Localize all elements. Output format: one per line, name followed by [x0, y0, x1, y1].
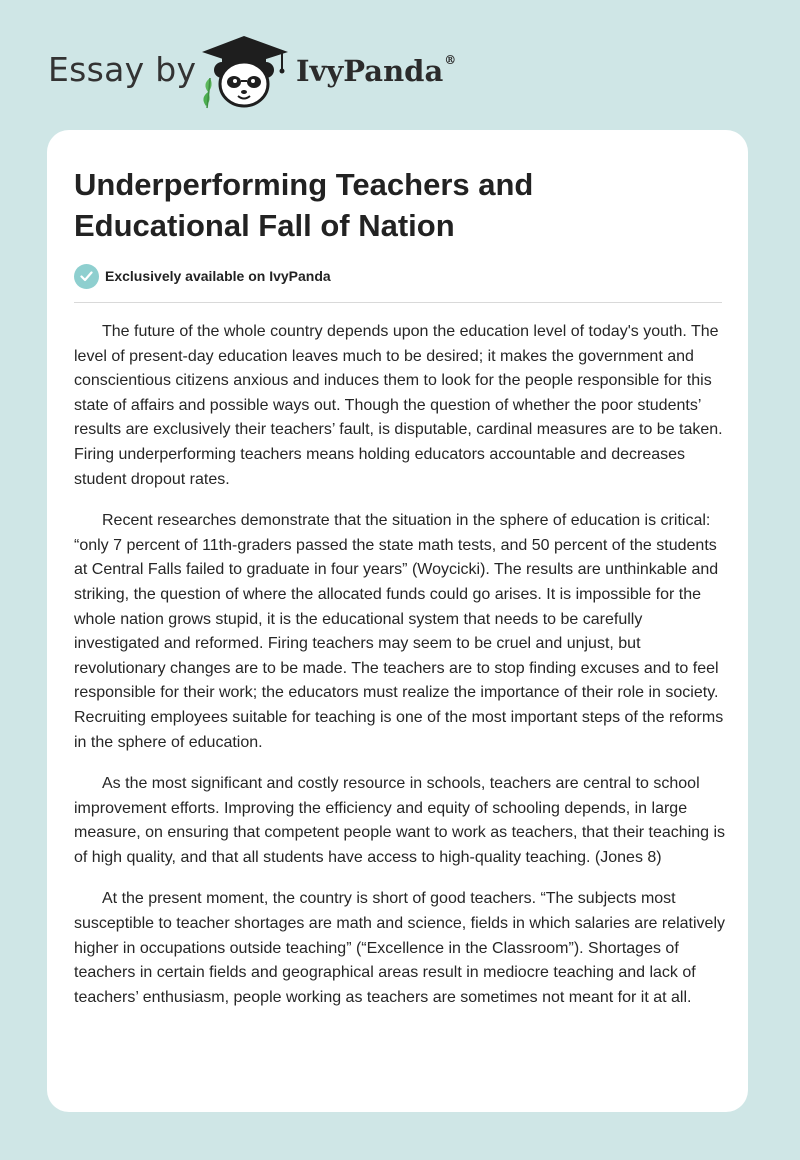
panda-graduate-icon — [198, 34, 290, 110]
paragraph: As the most significant and costly resource in schools, teachers are central to school improvement efforts. Improving the efficiency and equity of schooling depends, in large measure, on ensuring that competent people want to work as teachers, that their teaching is of high quality, and that all students have access to high-quality teaching. (Jones 8) — [74, 775, 726, 866]
essay-by-label: Essay by — [48, 50, 197, 89]
essay-body — [74, 320, 726, 1027]
ivypanda-logo[interactable] — [198, 34, 290, 110]
brand-name[interactable] — [296, 54, 456, 88]
site-header — [0, 0, 800, 130]
exclusive-badge — [74, 263, 331, 289]
paragraph: Recent researches demonstrate that the situation in the sphere of education is critical: “only 7 percent of 11th-graders passed the state math tests, and 50 percent of the students at Central Falls failed to graduate in four years” (Woycicki). The results are unthinkable and striking, the question of where the allocated funds could go arises. It is impossible for the whole nation grows stupid, it is the educational system that needs to be carefully investigated and reformed. Firing teachers may seem to be cruel and unjust, but revolutionary changes are to be made. The teachers are to stop finding excuses and to feel responsible for their work; the educators must realize the importance of their role in society. Recruiting employees suitable for teaching is one of the most important steps of the reforms in the sphere of education. — [74, 512, 724, 751]
divider — [74, 302, 722, 303]
check-icon — [74, 264, 99, 289]
paragraph: The future of the whole country depends upon the education level of today's youth. The level of present-day education leaves much to be desired; it makes the government and conscientious citizens anxious and induces them to look for the people responsible for this state of affairs and possible ways out. Though the question of whether the poor students’ results are exclusively their teachers’ fault, is disputable, cardinal measures are to be taken. Firing underperforming teachers means holding educators accountable and decreases student dropout rates. — [74, 323, 723, 488]
brand-text: IvyPanda — [296, 54, 444, 88]
paragraph: At the present moment, the country is short of good teachers. “The subjects most susceptible to teacher shortages are math and science, fields in which salaries are relatively higher in occupations outside teaching” (“Excellence in the Classroom”). Shortages of teachers in certain fields and geographical areas result in mediocre teaching and lack of teachers’ enthusiasm, people working as teachers are sometimes not meant for it at all. — [74, 890, 725, 1006]
title-line-2: Educational Fall of Nation — [74, 208, 455, 243]
exclusive-label: Exclusively available on IvyPanda — [105, 268, 331, 284]
essay-title — [74, 164, 714, 246]
title-line-1: Underperforming Teachers and — [74, 167, 534, 202]
registered-mark: ® — [444, 53, 457, 68]
essay-card — [47, 130, 748, 1112]
